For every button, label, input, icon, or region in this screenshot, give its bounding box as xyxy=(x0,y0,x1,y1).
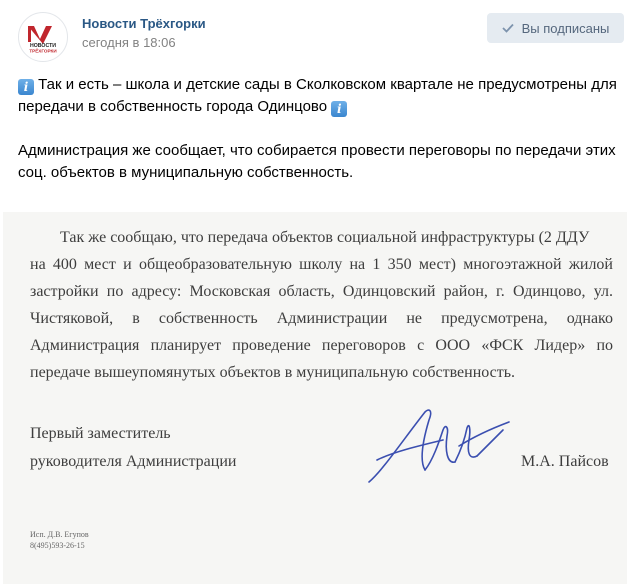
document-line: застройки по адресу: Московская область, Одинцовский район, г. Одинцово, ул. xyxy=(30,283,613,300)
handwritten-signature xyxy=(363,400,513,490)
subscribed-button[interactable] xyxy=(487,13,624,43)
post-header xyxy=(0,0,627,60)
info-icon: i xyxy=(18,79,34,95)
post-time[interactable]: сегодня в 18:06 xyxy=(82,35,176,50)
post-paragraph-1 xyxy=(18,74,618,118)
info-icon: i xyxy=(331,101,347,117)
svg-text:НОВОСТИ: НОВОСТИ xyxy=(30,43,56,49)
document-line: на 400 мест и общеобразовательную школу на 1 350 мест) многоэтажной жилой xyxy=(30,256,613,273)
paragraph-1-text: Так и есть – школа и детские сады в Сколковском квартале не предусмотрены для передачи в собственность города Одинцово xyxy=(18,76,617,115)
post-paragraph-2: Администрация же сообщает, что собирается провести переговоры по передачи этих соц. объектов в муниципальную собственность. xyxy=(18,142,616,181)
executor-phone: 8(495)593-26-15 xyxy=(30,541,85,550)
news-logo-icon xyxy=(19,13,67,61)
avatar[interactable] xyxy=(18,12,68,62)
document-line: Чистяковой, в собственность Администрации не предусмотрена, однако xyxy=(30,310,613,327)
author-link[interactable]: Новости Трёхгорки xyxy=(82,16,206,31)
svg-text:ТРЁХГОРКИ: ТРЁХГОРКИ xyxy=(29,48,57,54)
subscribed-label: Вы подписаны xyxy=(521,20,610,36)
signer-position-line-2: руководителя Администрации xyxy=(30,453,237,470)
document-line: передаче вышеупомянутых объектов в муниципальную собственность. xyxy=(30,364,516,381)
attached-document-image[interactable] xyxy=(3,212,627,584)
signer-name: М.А. Пайсов xyxy=(521,453,609,470)
check-icon xyxy=(502,23,514,33)
post-text xyxy=(18,74,618,184)
executor-note: Исп. Д.В. Егупов xyxy=(30,530,89,539)
signer-position-line-1: Первый заместитель xyxy=(30,425,171,442)
document-line: Администрация планирует проведение переговоров с ООО «ФСК Лидер» по xyxy=(30,337,613,354)
document-line: Так же сообщаю, что передача объектов социальной инфраструктуры (2 ДДУ xyxy=(60,229,590,246)
